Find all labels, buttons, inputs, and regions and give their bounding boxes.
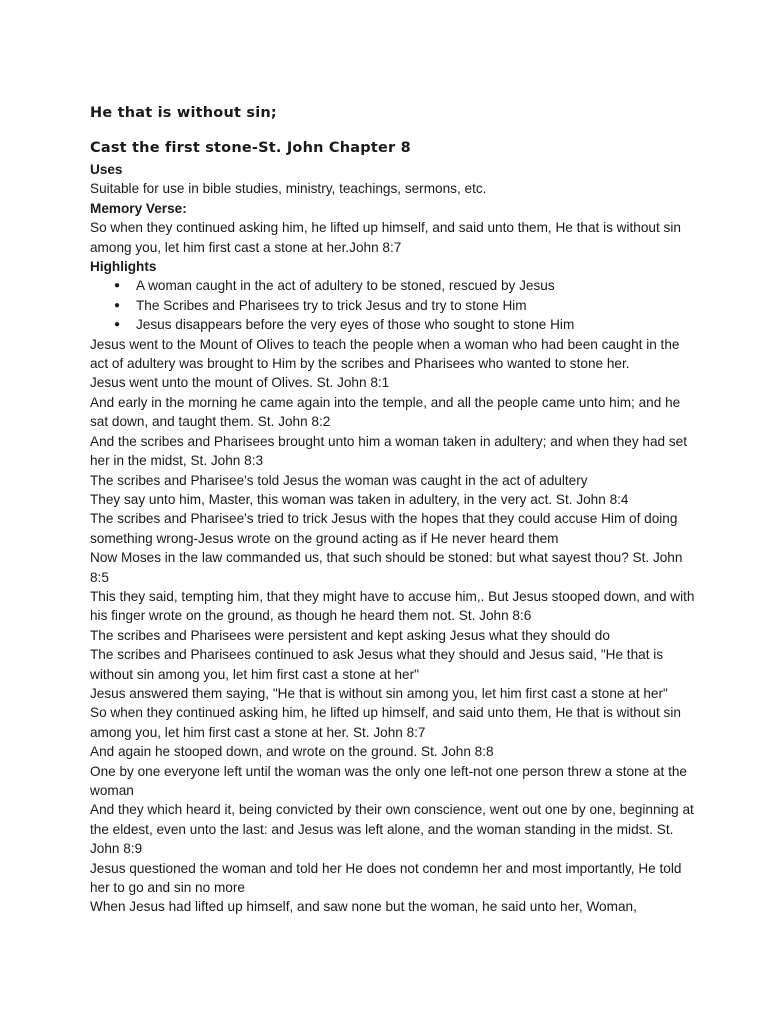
paragraph: Jesus answered them saying, "He that is without sin among you, let him first cast a stone at her" [90,685,668,701]
paragraph: And again he stooped down, and wrote on the ground. St. John 8:8 [90,744,494,760]
uses-text: Suitable for use in bible studies, ministry, teachings, sermons, etc. [90,181,487,197]
paragraph: And early in the morning he came again into the temple, and all the people came unto him; and he sat down, and taught them. St. John 8:2 [90,394,681,430]
bullet-icon: ● [114,280,121,292]
document-title: He that is without sin; [90,105,277,121]
paragraph: And they which heard it, being convicted by their own conscience, went out one by one, beginning at the eldest, even unto the last: and Jesus was left alone, and the woman standing in the midst. St. John 8:9 [90,802,694,857]
paragraph: One by one everyone left until the woman was the only one left-not one person threw a stone at the woman [90,763,687,798]
bullet-icon: ● [114,319,121,331]
document-page [90,100,700,917]
paragraph: Now Moses in the law commanded us, that such should be stoned: but what sayest thou? St. John 8:5 [90,550,683,585]
list-item-text: The Scribes and Pharisees try to trick Jesus and try to stone Him [136,297,527,313]
document-body [90,160,700,917]
paragraph: The scribes and Pharisee's told Jesus the woman was caught in the act of adultery [90,472,588,488]
paragraph: The scribes and Pharisees continued to ask Jesus what they should and Jesus said, "He that is without sin among you, let him first cast a stone at her" [90,647,664,682]
paragraph: Jesus questioned the woman and told her He does not condemn her and most importantly, He told her to go and sin no more [90,860,682,896]
list-item-text: Jesus disappears before the very eyes of those who sought to stone Him [136,317,575,333]
list-item [90,315,700,334]
paragraph: So when they continued asking him, he lifted up himself, and said unto them, He that is without sin among you, let him first cast a stone at her. St. John 8:7 [90,705,681,740]
paragraph: The scribes and Pharisee's tried to trick Jesus with the hopes that they could accuse Him of doing something wrong-Jesus wrote on the ground acting as if He never heard them [90,511,678,546]
paragraph: The scribes and Pharisees were persistent and kept asking Jesus what they should do [90,627,610,643]
document-subtitle: Cast the first stone-St. John Chapter 8 [90,140,411,156]
uses-heading: Uses [90,162,123,177]
highlights-heading: Highlights [90,259,157,275]
paragraph: They say unto him, Master, this woman was taken in adultery, in the very act. St. John 8:4 [90,491,629,507]
list-item-text: A woman caught in the act of adultery to be stoned, rescued by Jesus [136,278,555,294]
highlights-list [90,276,700,334]
paragraph: This they said, tempting him, that they might have to accuse him,. But Jesus stooped down, and with his finger wrote on the ground, as though he heard them not. St. John 8:6 [90,588,695,624]
bullet-icon: ● [114,299,121,311]
paragraph: Jesus went unto the mount of Olives. St. John 8:1 [90,375,390,391]
paragraph: When Jesus had lifted up himself, and saw none but the woman, he said unto her, Woman, [90,899,637,915]
paragraph: Jesus went to the Mount of Olives to teach the people when a woman who had been caught in the act of adultery was brought to Him by the scribes and Pharisees who wanted to stone her. [90,336,680,372]
memory-verse-heading: Memory Verse: [90,200,187,216]
list-item [90,296,700,315]
list-item [90,276,700,295]
memory-verse-text: So when they continued asking him, he lifted up himself, and said unto them, He that is without sin among you, let him first cast a stone at her.John 8:7 [90,220,681,255]
paragraph: And the scribes and Pharisees brought unto him a woman taken in adultery; and when they had set her in the midst, St. John 8:3 [90,433,687,469]
